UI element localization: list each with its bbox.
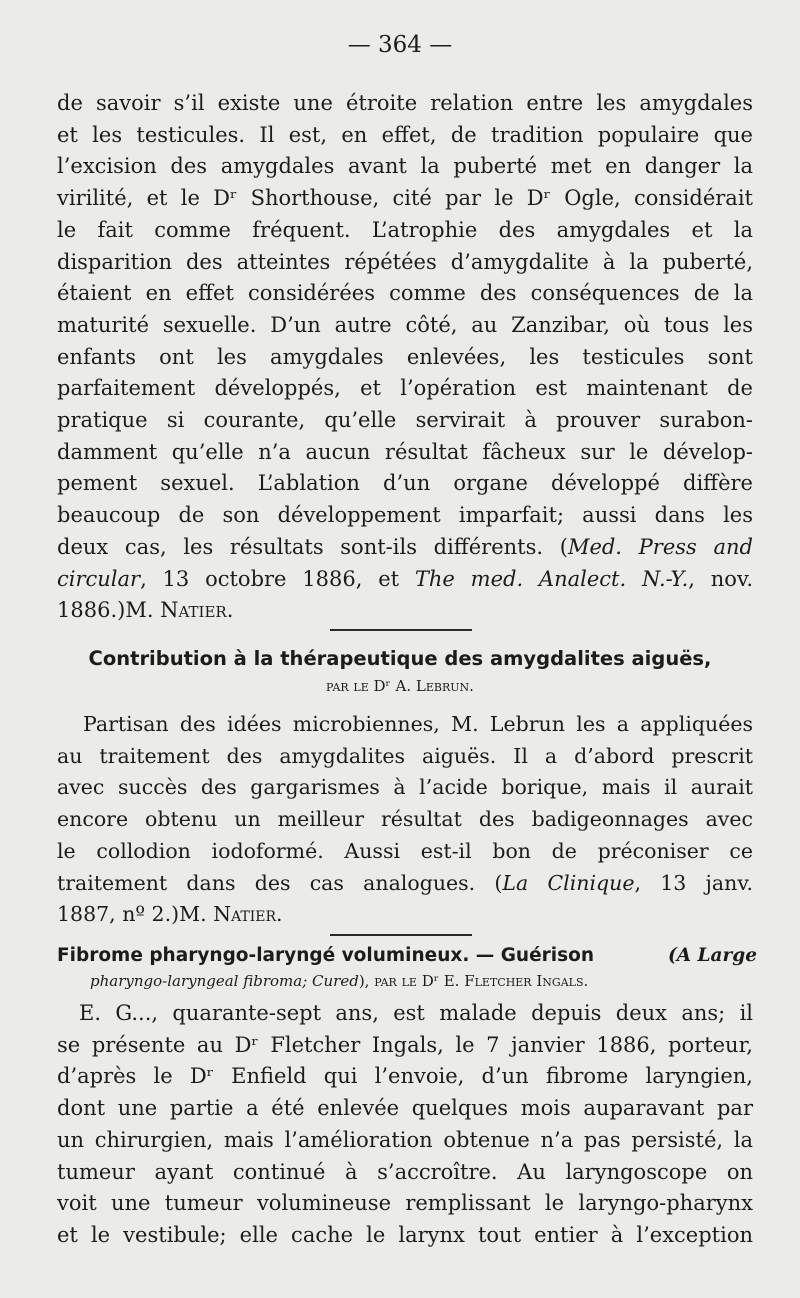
article-byline: par le Dʳ A. Lebrun. bbox=[326, 677, 474, 695]
text-line: et le vestibule; elle cache le larynx tout entier à l’exception bbox=[57, 1222, 753, 1247]
text-line: pement sexuel. L’ablation d’un organe développé diffère bbox=[57, 471, 753, 496]
text-segment: 1886.) bbox=[57, 598, 126, 623]
text-line: virilité, et le Dʳ Shorthouse, cité par le Dʳ Ogle, considérait bbox=[57, 186, 753, 211]
text-line: l’excision des amygdales avant la puberté met en danger la bbox=[57, 154, 753, 179]
section-divider bbox=[330, 934, 472, 936]
text-line: damment qu’elle n’a aucun résultat fâcheux sur le dévelop- bbox=[57, 439, 753, 464]
article-title-english: pharyngo-laryngeal fibroma; Cured bbox=[90, 972, 359, 990]
text-segment: , 13 octobre 1886, et bbox=[140, 566, 415, 591]
text-segment: , 13 janv. bbox=[634, 870, 753, 895]
text-line: encore obtenu un meilleur résultat des badigeonnages avec bbox=[57, 807, 753, 832]
citation-journal: Med. Press and bbox=[567, 534, 753, 559]
citation-journal: The med. Analect. N.-Y. bbox=[414, 566, 689, 591]
citation-journal: La Clinique bbox=[502, 870, 635, 895]
text-line: avec succès des gargarismes à l’acide borique, mais il aurait bbox=[57, 775, 753, 800]
section-divider bbox=[330, 629, 472, 631]
text-line: un chirurgien, mais l’amélioration obtenue n’a pas persisté, la bbox=[57, 1127, 753, 1152]
article-byline bbox=[90, 972, 754, 990]
text-line: d’après le Dʳ Enfield qui l’envoie, d’un fibrome laryngien, bbox=[57, 1064, 753, 1089]
text-line: de savoir s’il existe une étroite relation entre les amygdales bbox=[57, 91, 753, 115]
author-signature: M. Natier. bbox=[179, 902, 283, 927]
paragraph-amygdalites-aigues bbox=[57, 709, 753, 931]
text-line: au traitement des amygdalites aiguës. Il a d’abord prescrit bbox=[57, 743, 753, 768]
text-line: le collodion iodoformé. Aussi est-il bon de préconiser ce bbox=[57, 838, 753, 863]
text-line: tumeur ayant continué à s’accroître. Au laryngoscope on bbox=[57, 1159, 753, 1184]
text-line: le fait comme fréquent. L’atrophie des amygdales et la bbox=[57, 217, 753, 242]
text-line: Partisan des idées microbiennes, M. Lebrun les a appliquées bbox=[83, 712, 753, 736]
text-line: disparition des atteintes répétées d’amygdalite à la puberté, bbox=[57, 249, 753, 274]
text-line: et les testicules. Il est, en effet, de tradition populaire que bbox=[57, 122, 753, 147]
author-signature: M. Natier. bbox=[125, 598, 234, 623]
paragraph-amygdales-testicules bbox=[57, 88, 753, 627]
text-line: voit une tumeur volumineuse remplissant le laryngo-pharynx bbox=[57, 1191, 753, 1216]
text-line: se présente au Dʳ Fletcher Ingals, le 7 janvier 1886, porteur, bbox=[57, 1032, 753, 1057]
text-segment: 1887, nº 2.) bbox=[57, 902, 180, 927]
text-line: enfants ont les amygdales enlevées, les testicules sont bbox=[57, 344, 753, 369]
text-line bbox=[57, 899, 753, 931]
article-title-text: Fibrome pharyngo-laryngé volumineux. — Guérison bbox=[57, 945, 594, 966]
text-line bbox=[57, 564, 753, 596]
byline-author: ), par le Dʳ E. Fletcher Ingals. bbox=[358, 972, 589, 990]
article-title bbox=[57, 945, 757, 966]
text-line: maturité sexuelle. D’un autre côté, au Zanzibar, où tous les bbox=[57, 312, 753, 337]
text-segment: deux cas, les résultats sont-ils différents. bbox=[57, 534, 544, 559]
text-line bbox=[57, 868, 753, 900]
paragraph-fibrome bbox=[57, 998, 753, 1252]
text-line bbox=[57, 532, 753, 564]
article-title-english: (A Large bbox=[668, 945, 757, 966]
text-line bbox=[57, 595, 753, 627]
page-number: — 364 — bbox=[347, 32, 453, 58]
text-segment: traitement dans des cas analogues. ( bbox=[57, 870, 503, 895]
text-line: pratique si courante, qu’elle servirait à prouver surabon- bbox=[57, 408, 753, 433]
text-line: parfaitement développés, et l’opération est maintenant de bbox=[57, 376, 753, 401]
citation-open: ( bbox=[559, 534, 568, 559]
text-line: E. G..., quarante-sept ans, est malade depuis deux ans; il bbox=[79, 1001, 753, 1025]
article-title: Contribution à la thérapeutique des amygdalites aiguës, bbox=[88, 647, 712, 670]
text-line: beaucoup de son développement imparfait; aussi dans les bbox=[57, 503, 753, 528]
citation-journal: circular bbox=[57, 566, 141, 591]
text-line: étaient en effet considérées comme des conséquences de la bbox=[57, 281, 753, 306]
text-segment: , nov. bbox=[688, 566, 753, 591]
text-line: dont une partie a été enlevée quelques mois auparavant par bbox=[57, 1096, 753, 1121]
